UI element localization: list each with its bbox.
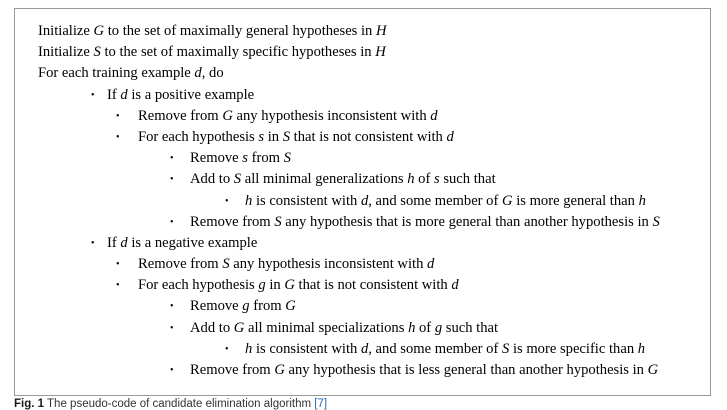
math-symbol: d [120,86,128,103]
line-text [138,256,434,272]
math-symbol: G [93,23,105,39]
line-text [107,87,254,103]
text-run: Remove [190,298,243,315]
bullet-icon: • [170,301,174,313]
math-symbol: h [637,340,646,357]
math-symbol: h [245,340,253,357]
text-run: Remove from [190,362,275,378]
bullet-icon: • [116,131,120,143]
text-run: all minimal generalizations [241,171,408,188]
text-run: , and some member of [368,340,502,357]
line-text [245,341,645,357]
pseudo-code-line [38,42,660,63]
math-symbol: S [222,256,230,273]
pseudo-code-line [38,191,660,212]
line-text [38,44,386,60]
text-run: from [247,150,284,167]
text-run: , and some member of [368,192,502,209]
math-symbol: S [282,128,291,145]
math-symbol: d [451,277,459,294]
math-symbol: h [407,171,415,188]
caption-text: The pseudo-code of candidate elimination algorithm [47,398,315,410]
math-symbol: d [360,192,369,209]
line-text [38,65,224,81]
text-run: is more general than [512,192,639,209]
pseudo-code-line [38,85,660,106]
text-run: in [264,128,283,145]
math-symbol: S [274,213,282,230]
math-symbol: S [502,340,510,357]
text-run: of [414,171,434,188]
bullet-icon: • [225,195,229,207]
bullet-icon: • [170,322,174,334]
citation-link[interactable]: [7] [314,398,328,410]
text-run: Remove from [138,107,223,124]
line-text [190,320,498,336]
pseudo-code-line [38,212,660,233]
text-run: any hypothesis that is less general than another hypothesis in [284,362,648,378]
text-run: any hypothesis that is more general than another hypothesis in [281,213,653,230]
text-run: such that [439,171,496,188]
line-text [38,23,387,39]
bullet-icon: • [170,174,174,186]
text-run: Remove from [138,256,223,273]
pseudo-code-line [38,233,660,254]
line-text [190,362,658,378]
text-run: For each training example [38,65,195,82]
text-run: in [265,277,285,294]
text-run: Initialize [38,44,94,61]
text-run: that is not consistent with [294,277,452,294]
math-symbol: S [233,171,242,188]
math-symbol: G [274,362,285,378]
pseudo-code-line [38,169,660,190]
math-symbol: d [120,234,128,251]
text-run: is consistent with [252,192,361,209]
math-symbol: d [427,256,435,273]
text-run: If [107,234,121,251]
bullet-icon: • [91,237,95,249]
bullet-icon: • [225,343,229,355]
bullet-icon: • [170,216,174,228]
text-run: to the set of maximally general hypotheses in [104,23,377,39]
pseudo-code-line [38,148,660,169]
line-text [138,129,454,145]
math-symbol: h [408,319,416,336]
text-run: any hypothesis inconsistent with [232,107,431,124]
line-text [107,235,257,251]
pseudo-code-line [38,106,660,127]
bullet-icon: • [116,280,120,292]
text-run: that is not consistent with [290,128,447,145]
pseudo-code-line [38,339,660,360]
pseudo-code-block [38,21,660,381]
math-symbol: S [652,213,660,230]
bullet-icon: • [170,365,174,376]
math-symbol: h [638,192,646,209]
text-run: is consistent with [252,340,361,357]
math-symbol: G [502,192,513,209]
text-run: For each hypothesis [138,277,259,294]
bullet-icon: • [91,89,95,101]
math-symbol: S [283,150,291,167]
line-text [190,214,660,230]
bullet-icon: • [170,153,174,165]
math-symbol: S [93,44,101,61]
bullet-icon: • [116,259,120,271]
pseudo-code-line [38,21,660,42]
math-symbol: H [375,44,386,61]
math-symbol: s [242,150,248,167]
line-text [190,171,496,187]
text-run: Add to [190,319,234,336]
text-run: , do [201,65,224,82]
pseudo-code-line [38,318,660,339]
text-run: to the set of maximally specific hypotheses in [100,44,376,61]
text-run: is more specific than [509,340,638,357]
figure-caption [14,398,327,410]
line-text [138,108,438,124]
line-text [190,298,296,314]
math-symbol: g [242,298,250,315]
line-text [138,277,459,293]
pseudo-code-line [38,275,660,296]
pseudo-code-line [38,360,660,381]
text-run: Remove from [190,213,275,230]
math-symbol: d [194,65,202,82]
math-symbol: H [376,23,387,39]
text-run: Add to [190,171,234,188]
line-text [190,150,291,166]
pseudo-code-line [38,296,660,317]
text-run: of [415,319,435,336]
math-symbol: g [434,319,443,336]
text-run: is a negative example [127,234,258,251]
math-symbol: d [360,340,369,357]
text-run: any hypothesis inconsistent with [229,256,428,273]
figure-label: Fig. 1 [14,398,45,410]
text-run: is a positive example [127,86,255,103]
text-run: Remove [190,150,243,167]
pseudo-code-line [38,254,660,275]
math-symbol: G [284,277,295,294]
math-symbol: G [233,319,245,336]
text-run: Initialize [38,23,94,39]
math-symbol: d [446,128,454,145]
math-symbol: s [258,128,265,145]
math-symbol: G [222,107,233,124]
text-run: If [107,86,121,103]
math-symbol: d [430,107,438,124]
line-text [245,193,646,209]
text-run: such that [442,319,499,336]
pseudo-code-line [38,63,660,84]
figure-frame [14,8,711,396]
math-symbol: G [285,298,296,315]
text-run: For each hypothesis [138,128,259,145]
math-symbol: s [434,171,440,188]
math-symbol: G [647,362,659,378]
math-symbol: h [245,192,253,209]
text-run: from [249,298,286,315]
bullet-icon: • [116,110,120,122]
text-run: all minimal specializations [244,319,409,336]
pseudo-code-line [38,127,660,148]
math-symbol: g [258,277,266,294]
